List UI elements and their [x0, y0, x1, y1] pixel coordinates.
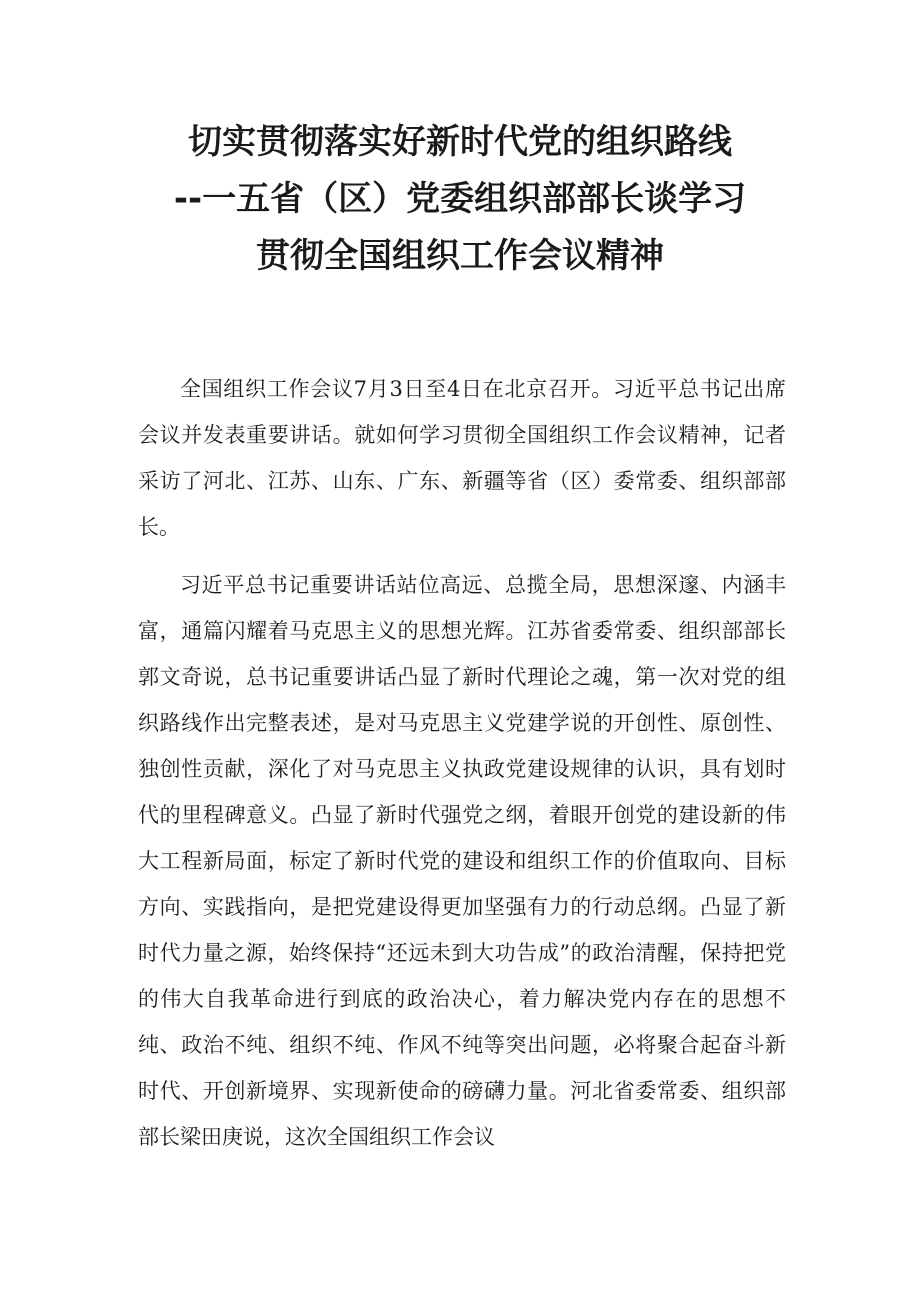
document-body: [138, 366, 786, 1160]
title-line-3: 贯彻全国组织工作会议精神: [256, 236, 664, 276]
document-title: [120, 114, 800, 285]
title-line-2: --一五省（区）党委组织部部长谈学习: [173, 179, 747, 219]
title-line-1: 切实贯彻落实好新时代党的组织路线: [188, 122, 732, 162]
paragraph-main: 习近平总书记重要讲话站位高远、总揽全局，思想深邃、内涵丰富，通篇闪耀着马克思主义的思想光辉。江苏省委常委、组织部部长郭文奇说，总书记重要讲话凸显了新时代理论之魂，第一次对党的组织路线作出完整表述，是对马克思主义党建学说的开创性、原创性、独创性贡献，深化了对马克思主义执政党建设规律的认识，具有划时代的里程碑意义。凸显了新时代强党之纲，着眼开创党的建设新的伟大工程新局面，标定了新时代党的建设和组织工作的价值取向、目标方向、实践指向，是把党建设得更加坚强有力的行动总纲。凸显了新时代力量之源，始终保持“还远未到大功告成”的政治清醒，保持把党的伟大自我革命进行到底的政治决心，着力解决党内存在的思想不纯、政治不纯、组织不纯、作风不纯等突出问题，必将聚合起奋斗新时代、开创新境界、实现新使命的磅礴力量。河北省委常委、组织部部长梁田庚说，这次全国组织工作会议: [138, 573, 786, 1149]
paragraph-intro: 全国组织工作会议7月3日至4日在北京召开。习近平总书记出席会议并发表重要讲话。就如何学习贯彻全国组织工作会议精神，记者采访了河北、江苏、山东、广东、新疆等省（区）委常委、组织部部长。: [138, 377, 786, 539]
